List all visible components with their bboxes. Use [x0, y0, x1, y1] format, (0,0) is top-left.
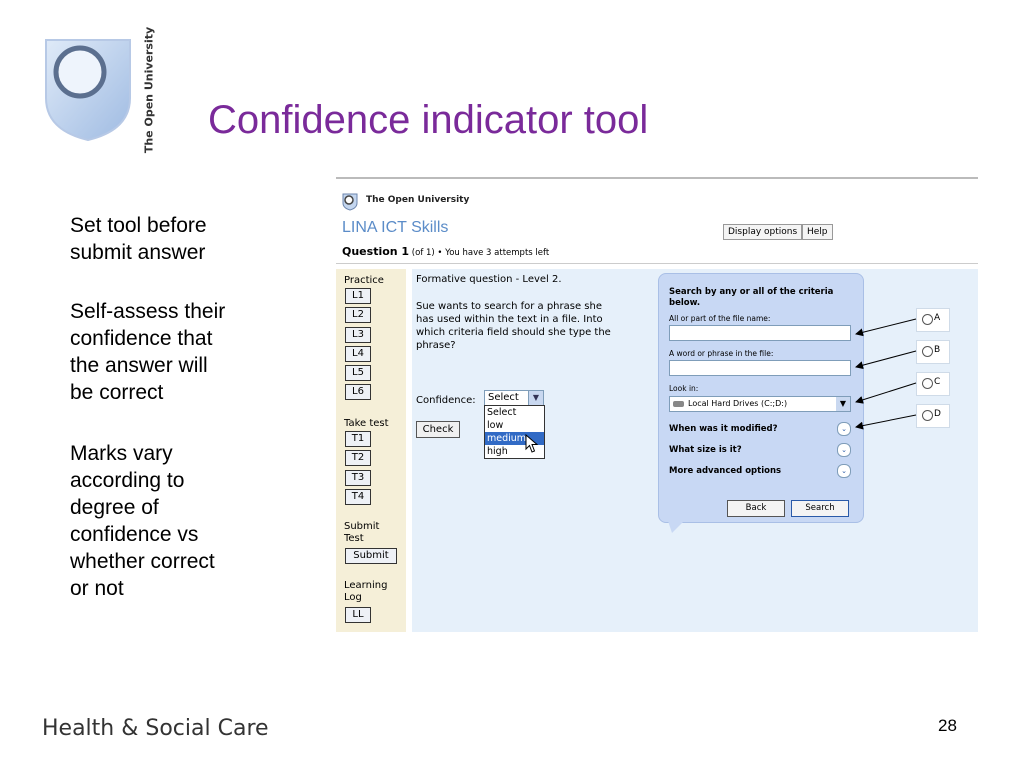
question-heading: Formative question - Level 2.: [416, 274, 562, 285]
option-a[interactable]: A: [916, 308, 950, 332]
phrase-input[interactable]: [669, 360, 851, 376]
learning-log-heading: Learning Log: [344, 580, 388, 603]
bullet-3: Marks vary according to degree of confidence vs whether correct or not: [70, 442, 215, 600]
radio-icon[interactable]: [922, 346, 933, 357]
footer-text: Health & Social Care: [42, 716, 269, 741]
app-screenshot: [336, 177, 978, 632]
confidence-selected-value: Select: [488, 392, 519, 403]
nav-t2-button[interactable]: T2: [345, 450, 371, 466]
nav-t4-button[interactable]: T4: [345, 489, 371, 505]
lookin-value: Local Hard Drives (C:;D:): [688, 399, 788, 408]
filename-input[interactable]: [669, 325, 851, 341]
chevron-double-down-icon[interactable]: ⌄: [837, 443, 851, 457]
filename-label: All or part of the file name:: [669, 314, 771, 323]
lookin-label: Look in:: [669, 384, 699, 393]
nav-l4-button[interactable]: L4: [345, 346, 371, 362]
nav-l2-button[interactable]: L2: [345, 307, 371, 323]
lookin-select[interactable]: [669, 396, 851, 412]
search-button[interactable]: Search: [791, 500, 849, 517]
nav-column: [336, 269, 406, 632]
university-wordmark: The Open University: [142, 26, 156, 154]
confidence-select[interactable]: [484, 390, 544, 406]
confidence-option-medium[interactable]: medium: [485, 432, 544, 445]
phrase-label: A word or phrase in the file:: [669, 349, 774, 358]
page-number: 28: [938, 716, 957, 735]
back-button[interactable]: Back: [727, 500, 785, 517]
search-panel-title: Search by any or all of the criteria below.: [669, 287, 834, 308]
option-c[interactable]: C: [916, 372, 950, 396]
practice-heading: Practice: [344, 275, 384, 286]
nav-l6-button[interactable]: L6: [345, 384, 371, 400]
mouse-pointer-icon: [525, 434, 539, 454]
confidence-option-high[interactable]: high: [487, 446, 508, 457]
search-panel: [658, 273, 864, 523]
app-logo-icon: [342, 193, 358, 211]
nav-l3-button[interactable]: L3: [345, 327, 371, 343]
option-b[interactable]: B: [916, 340, 950, 364]
question-pane: [412, 269, 978, 632]
top-divider: [336, 177, 978, 179]
header-divider: [336, 263, 978, 264]
slide-title: Confidence indicator tool: [208, 98, 649, 142]
question-text: Sue wants to search for a phrase she has used within the text in a file. Into which criteria field should she type the phrase?: [416, 301, 611, 351]
nav-t1-button[interactable]: T1: [345, 431, 371, 447]
radio-icon[interactable]: [922, 410, 933, 421]
question-info: (of 1) • You have 3 attempts left: [411, 248, 550, 258]
app-org-name: The Open University: [366, 195, 470, 205]
take-test-heading: Take test: [344, 418, 389, 429]
confidence-option-select[interactable]: Select: [487, 407, 517, 418]
nav-l1-button[interactable]: L1: [345, 288, 371, 304]
bullet-2: Self-assess their confidence that the answer will be correct: [70, 300, 226, 404]
radio-icon[interactable]: [922, 314, 933, 325]
chevron-down-icon[interactable]: ▼: [836, 397, 850, 411]
radio-icon[interactable]: [922, 378, 933, 389]
app-title: LINA ICT Skills: [342, 219, 449, 236]
chevron-double-down-icon[interactable]: ⌄: [837, 464, 851, 478]
advanced-section[interactable]: More advanced options: [669, 466, 782, 476]
learning-log-button[interactable]: LL: [345, 607, 371, 623]
help-button[interactable]: Help: [802, 224, 833, 240]
question-line: [342, 245, 549, 258]
open-university-shield-icon: [44, 38, 132, 142]
nav-l5-button[interactable]: L5: [345, 365, 371, 381]
chevron-double-down-icon[interactable]: ⌄: [837, 422, 851, 436]
display-options-button[interactable]: Display options: [723, 224, 802, 240]
confidence-label: Confidence:: [416, 395, 476, 406]
nav-t3-button[interactable]: T3: [345, 470, 371, 486]
question-label: Question 1: [342, 245, 410, 258]
hard-drive-icon: [673, 401, 684, 407]
size-section[interactable]: What size is it?: [669, 445, 742, 455]
bullet-1: Set tool before submit answer: [70, 214, 207, 264]
submit-button[interactable]: Submit: [345, 548, 397, 564]
option-d[interactable]: D: [916, 404, 950, 428]
confidence-option-low[interactable]: low: [487, 420, 504, 431]
speech-tail: [668, 521, 684, 533]
check-button[interactable]: Check: [416, 421, 460, 438]
modified-section[interactable]: When was it modified?: [669, 424, 778, 434]
chevron-down-icon[interactable]: ▼: [528, 391, 543, 405]
submit-test-heading: Submit Test: [344, 521, 380, 544]
